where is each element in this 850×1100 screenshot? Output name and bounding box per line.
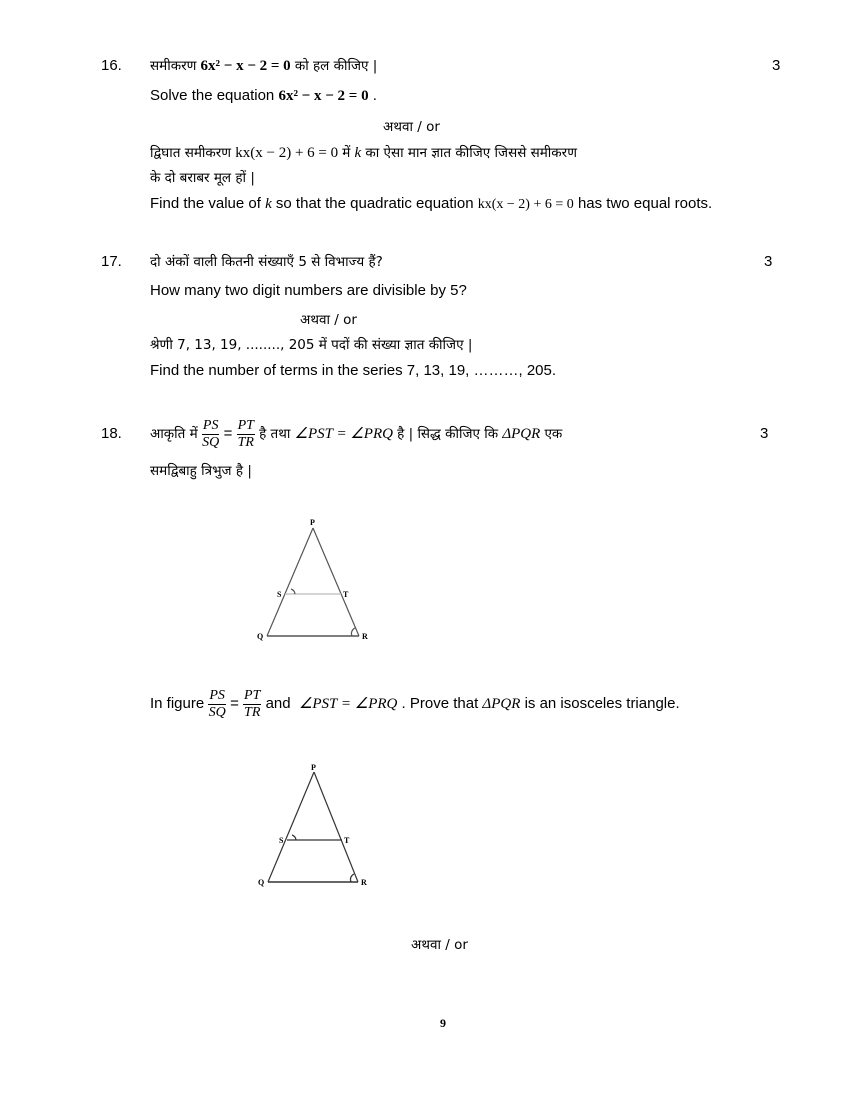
q18-marks: 3 [760,425,769,442]
svg-text:S: S [279,836,284,845]
svg-text:P: P [311,763,316,772]
svg-text:S: S [277,590,282,599]
svg-text:Q: Q [258,878,265,887]
q18-or: अथवा / or [411,937,468,953]
q18-english: In figure $\frac{PS}{SQ}$ = $\frac{PT}{TR}$ and ∠PST = ∠PRQ . Prove that ΔPQR is an isosceles triangle. [150,687,680,720]
svg-text:P: P [310,518,315,527]
q18-hindi-line1: आकृति में $\frac{PS}{SQ}$ = $\frac{PT}{TR}$ है तथा ∠PST = ∠PRQ है | सिद्ध कीजिए कि ΔPQR एक [150,417,563,450]
q16-marks: 3 [772,57,781,74]
q16-hindi-line1: समीकरण 6x² − x − 2 = 0 को हल कीजिए | [150,58,378,74]
q17-english-alt: Find the number of terms in the series 7, 13, 19, ………, 205. [150,362,557,379]
q16-hindi-alt-line2: के दो बराबर मूल हों | [150,170,255,186]
page-number: 9 [440,1016,446,1030]
q17-hindi: दो अंकों वाली कितनी संख्याएँ 5 से विभाज्य हैं? [150,254,383,270]
q18-number: 18. [101,425,122,442]
q17-english: How many two digit numbers are divisible by 5? [150,282,467,299]
svg-text:R: R [361,878,367,887]
q16-or: अथवा / or [383,119,440,135]
svg-text:Q: Q [257,632,264,641]
svg-text:R: R [362,632,368,641]
q16-number: 16. [101,57,122,74]
q18-hindi-line2: समद्विबाहु त्रिभुज है | [150,463,252,479]
q17-marks: 3 [764,253,773,270]
q16-english-alt: Find the value of k so that the quadratic equation kx(x − 2) + 6 = 0 has two equal roots. [150,195,713,212]
q17-number: 17. [101,253,122,270]
q16-english-line1: Solve the equation 6x² − x − 2 = 0 . [150,87,377,104]
q16-hindi-alt-line1: द्विघात समीकरण kx(x − 2) + 6 = 0 में k का ऐसा मान ज्ञात कीजिए जिससे समीकरण [150,145,577,161]
svg-text:T: T [343,590,349,599]
svg-text:T: T [344,836,350,845]
q17-hindi-alt: श्रेणी 7, 13, 19, ........, 205 में पदों की संख्या ज्ञात कीजिए | [150,337,473,353]
q17-or: अथवा / or [300,312,357,328]
